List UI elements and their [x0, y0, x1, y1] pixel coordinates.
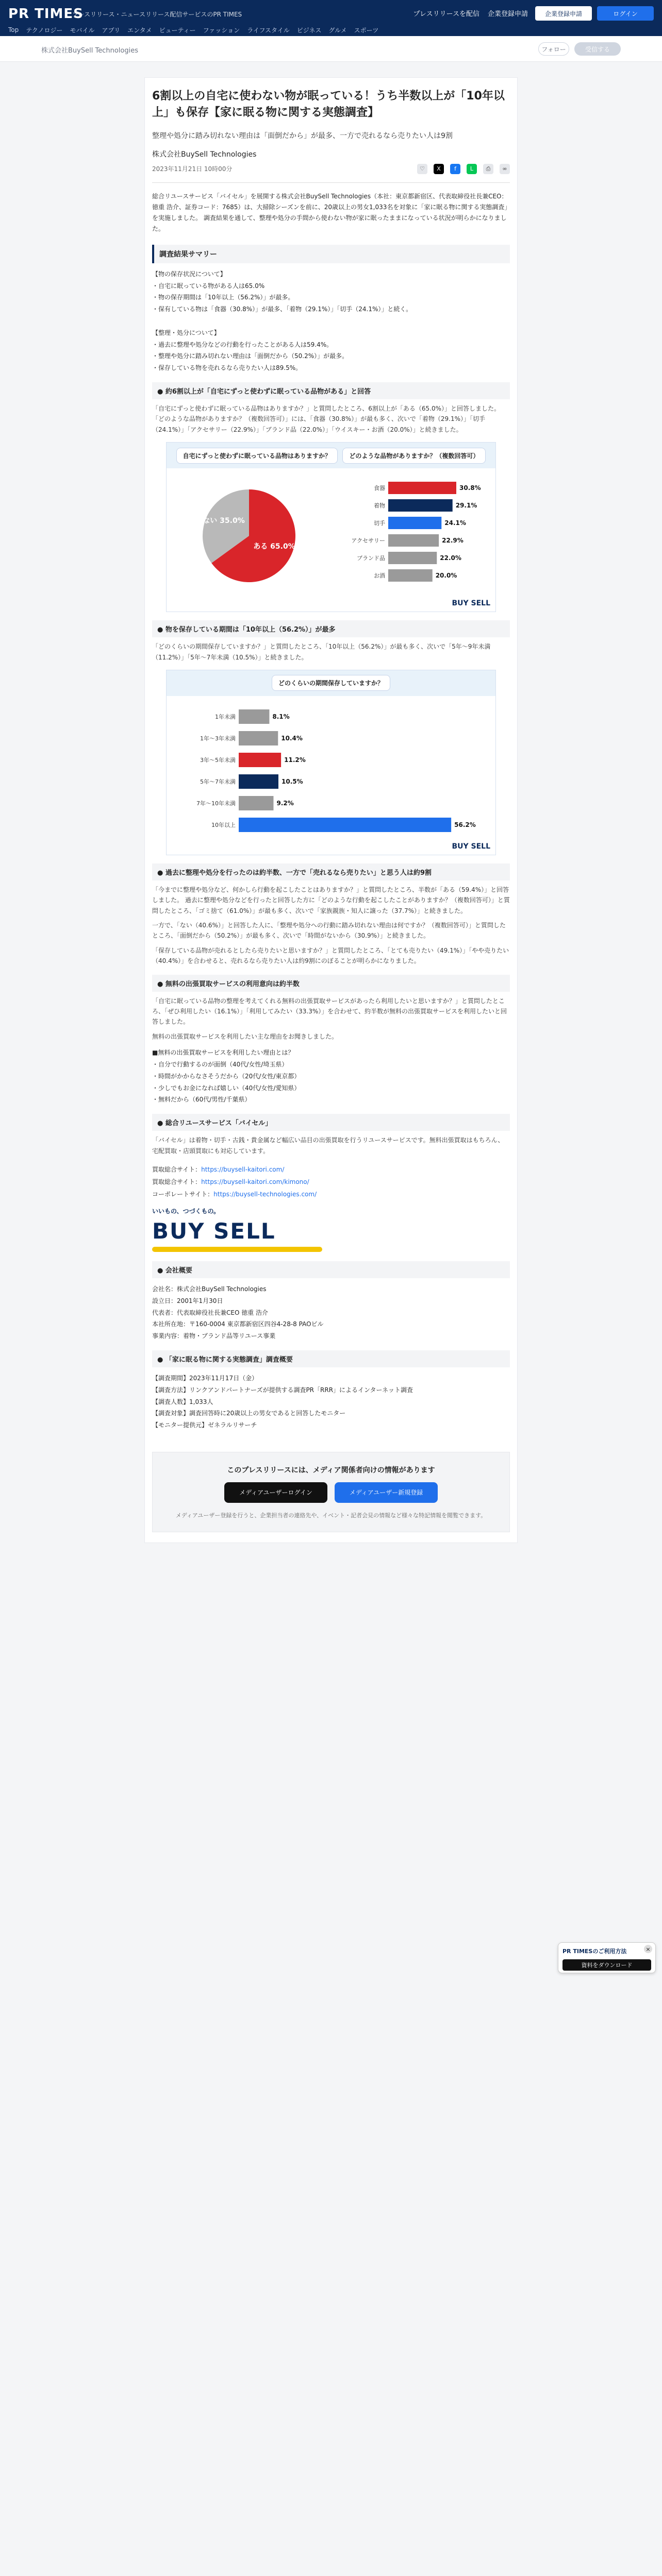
buysell-logo-small: BUY SELL [452, 599, 490, 608]
bar-chart [167, 699, 496, 854]
link[interactable]: https://buysell-kaitori.com/kimono/ [201, 1178, 309, 1185]
category-link[interactable]: ライフスタイル [247, 26, 290, 34]
survey-line: 【調査期間】2023年11月17日（金） [152, 1374, 258, 1382]
summary-subtitle: 【整理・処分について】 [152, 329, 220, 336]
bar-value-label: 10.4% [281, 734, 303, 742]
reasons-list [152, 1047, 510, 1106]
company-bar [0, 36, 662, 62]
link[interactable]: https://buysell-technologies.com/ [213, 1190, 317, 1198]
article-title: 6割以上の自宅に使わない物が眠っている！うち半数以上が「10年以上」も保存【家に眠る物に関する実態調査】 [152, 90, 505, 119]
links [152, 1163, 510, 1200]
survey-line: 【調査人数】1,033人 [152, 1398, 213, 1405]
section-paragraph: 一方で、「ない（40.6%）」と回答した人に、「整理や処分への行動に踏み切れない理由は何ですか？（複数回答可）」と質問したところ、「面倒だから（50.2%）」が最も多く、次いで「時間がないから（30.9%）」と続きました。 [152, 922, 506, 940]
print-icon[interactable]: ⎙ [483, 164, 493, 174]
floating-download-box [558, 1942, 656, 1973]
bar [239, 774, 278, 789]
bar-category-label: 食器 [374, 485, 385, 492]
section-title: ● 総合リユースサービス「バイセル」 [152, 1114, 510, 1131]
summary-point: ・保有している物は「食器（30.8%）」が最多、「着物（29.1%）」「切手（24.1%）」と続く。 [152, 306, 412, 313]
float-title: PR TIMESのご利用方法 [562, 1948, 627, 1955]
bar-value-label: 24.1% [444, 519, 466, 527]
section-title: ● 「家に眠る物に関する実態調査」調査概要 [152, 1350, 510, 1367]
media-cta [152, 1452, 510, 1532]
pie-chart [167, 471, 332, 605]
bar [239, 731, 278, 745]
bar-value-label: 8.1% [272, 713, 290, 720]
category-link[interactable]: グルメ [328, 26, 347, 34]
bar [239, 709, 269, 724]
bar [239, 796, 273, 810]
bar-value-label: 29.1% [455, 502, 477, 510]
logo-text: BUY SELL [152, 1218, 276, 1244]
bar-category-label: 着物 [374, 502, 385, 510]
article-company[interactable]: 株式会社BuySell Technologies [152, 150, 257, 159]
bar [388, 517, 441, 529]
category-link[interactable]: ビジネス [296, 26, 322, 34]
close-icon[interactable]: × [644, 1945, 652, 1953]
buysell-logo [152, 1207, 322, 1253]
bar [388, 569, 433, 582]
section-paragraph: 「バイセル」は着物・切手・古銭・貴金属など幅広い品目の出張買取を行うリユースサービスです。無料出張買取はもちろん、宅配買取・店頭買取にも対応しています。 [152, 1137, 504, 1155]
article-lead: 整理や処分に踏み切れない理由は「面倒だから」が最多、一方で売れるなら売りたい人は9割 [152, 131, 453, 140]
survey-line: 【モニター提供元】ゼネラルリサーチ [152, 1421, 257, 1429]
category-link[interactable]: Top [8, 26, 19, 33]
topbar [0, 0, 662, 36]
link-label: 買取総合サイト： [152, 1165, 202, 1173]
bar-category-label: 10年以上 [211, 821, 236, 828]
article-summary: 総合リユースサービス「バイセル」を展開する株式会社BuySell Technologies（本社：東京都新宿区、代表取締役社長兼CEO：徳重 浩介、証券コード：7685）は、大掃除シーズンを前に、20歳以上の男女1,033名を対象に「家に眠る物に関する実態調査」を実施しました。 調査結果を通して、整理や処分の手間から使わない物が家に眠ったままになっている状況が明らかになりました。 [152, 192, 508, 232]
bar-value-label: 20.0% [435, 572, 457, 580]
link-label: コーポレートサイト： [152, 1190, 214, 1198]
bar-category-label: 切手 [374, 520, 385, 527]
bar [388, 499, 453, 512]
cta-title: このプレスリリースには、メディア関係者向けの情報があります [227, 1466, 435, 1475]
category-link[interactable]: ファッション [203, 26, 240, 34]
bar-category-label: アクセサリー [351, 537, 385, 545]
section-title: ● 物を保存している期間は「10年以上（56.2%）」が最多 [152, 620, 510, 637]
chart-header [167, 670, 495, 696]
link[interactable]: https://buysell-kaitori.com/ [201, 1165, 285, 1173]
bar-value-label: 10.5% [282, 777, 303, 785]
category-link[interactable]: ビューティー [159, 26, 196, 34]
company-info-line: 会社名：株式会社BuySell Technologies [152, 1285, 267, 1293]
media-login-button[interactable]: メディアユーザーログイン [224, 1482, 327, 1503]
bar-chart [332, 471, 496, 608]
reason-item: ・自分で行動するのが面倒（40代/女性/埼玉県） [152, 1061, 288, 1068]
bar [388, 482, 456, 494]
bar-category-label: ブランド品 [357, 555, 385, 562]
bar-value-label: 11.2% [284, 756, 306, 764]
company-info-line: 設立日：2001年1月30日 [152, 1297, 223, 1304]
chart-card-1 [166, 442, 496, 612]
summary-point: ・過去に整理や処分などの行動を行ったことがある人は59.4%。 [152, 341, 333, 348]
x-share-icon[interactable]: X [434, 164, 444, 174]
bar-value-label: 9.2% [276, 799, 294, 807]
bar-category-label: お酒 [374, 572, 385, 580]
reasons-title: ■無料の出張買取サービスを利用したい理由とは？ [152, 1049, 294, 1057]
cta-note: メディアユーザー登録を行うと、企業担当者の連絡先や、イベント・記者会見の情報など様々な特記情報を閲覧できます。 [175, 1512, 487, 1519]
login-button[interactable]: ログイン [597, 6, 654, 21]
section-title: ● 会社概要 [152, 1261, 510, 1278]
divider [152, 182, 510, 183]
bar-category-label: 5年〜7年未満 [200, 778, 236, 785]
summary-point: ・整理や処分に踏み切れない理由は「面倒だから（50.2%）」が最多。 [152, 352, 349, 360]
bar-value-label: 22.0% [440, 554, 461, 562]
media-register-button[interactable]: メディアユーザー新規登録 [335, 1482, 438, 1503]
survey-info [152, 1372, 510, 1431]
category-link[interactable]: モバイル [70, 26, 95, 34]
summary-point: ・保存している物を売れるなら売りたい人は89.5%。 [152, 364, 302, 372]
bar [239, 818, 451, 832]
logo-tagline: いいもの、つづくもの。 [152, 1207, 220, 1215]
survey-line: 【調査対象】調査回答時に20歳以上の男女であると回答したモニター [152, 1410, 346, 1417]
bar [388, 552, 437, 564]
summary-point: ・自宅に眠っている物がある人は65.0% [152, 282, 265, 290]
section-paragraph: 「保存している品物が売れるとしたら売りたいと思いますか？」と質問したところ、「とても売りたい（49.1%）」「やや売りたい（40.4%）」を合わせると、売れるなら売りたい人は約9割にのぼることが明らかになりました。 [152, 946, 509, 965]
section-title: ● 過去に整理や処分を行ったのは約半数、一方で「売れるなら売りたい」と思う人は約9割 [152, 863, 510, 880]
register-button[interactable]: 企業登録申請 [535, 6, 592, 21]
company-info-line: 本社所在地：〒160-0004 東京都新宿区四谷4-28-8 PAOビル [152, 1320, 324, 1328]
top-link[interactable]: 企業登録申請 [487, 10, 528, 18]
pie-label: ある 65.0% [253, 543, 295, 551]
brand-sub: プレスリリース・ニュースリリース配信サービスのPR TIMES [72, 11, 242, 18]
top-links [413, 8, 528, 18]
chart-header [167, 443, 495, 468]
chart-card-2 [166, 670, 496, 855]
section-paragraph: 「自宅に眠っている品物の整理を考えてくれる無料の出張買取サービスがあったら利用したいと思いますか？」と質問したところ、「ぜひ利用したい（16.1%）」「利用してみたい（33.3%）」を合わせて、約半数が無料の出張買取サービスを利用したいと回答しました。 [152, 997, 507, 1026]
top-link[interactable]: プレスリリースを配信 [413, 10, 479, 18]
section-paragraph: 「自宅にずっと使わずに眠っている品物はありますか？」と質問したところ、6割以上が「ある（65.0%）」と回答しました。 「どのような品物がありますか？（複数回答可）」には、「食器（30.8%）」が最も多く、次いで「着物（29.1%）」「切手（24.1%）」「アクセサリー（22.9%）」「ブランド品（22.0%）」「ウイスキー・お酒（20.0%）」と続きました。 [152, 404, 501, 433]
bar-value-label: 30.8% [459, 484, 481, 492]
pie-label: ない 35.0% [203, 517, 245, 526]
download-button[interactable]: 資料をダウンロード [562, 1959, 651, 1971]
category-link[interactable]: スポーツ [354, 26, 379, 34]
bar-category-label: 3年〜5年未満 [200, 756, 236, 764]
bar-category-label: 1年〜3年未満 [200, 735, 236, 742]
link-label: 買取総合サイト： [152, 1178, 202, 1185]
summary-title: 調査結果サマリー [152, 245, 510, 263]
summary-subtitle: 【物の保存状況について】 [152, 270, 226, 278]
section-paragraph: 「今までに整理や処分など、何かしら行動を起こしたことはありますか？」と質問したところ、半数が「ある（59.4%）」と回答しました。 過去に整理や処分などを行ったと回答した方に「どのような行動を起こしたことがありますか？（複数回答可）」と質問したところ、「ゴミ捨て（61.0%）」が最も多く、次いで「家族親族・知人に譲った（37.7%）」と続きました。 [152, 886, 510, 914]
subscribe-button[interactable]: 受信する [574, 42, 621, 56]
company-info-line: 事業内容：着物・ブランド品等リユース事業 [152, 1332, 276, 1340]
bar-value-label: 56.2% [454, 821, 476, 828]
chart-question: どのような品物がありますか？（複数回答可） [342, 448, 486, 464]
summary-block-1 [152, 268, 510, 374]
reason-item: ・時間がかからなさそうだから（20代/女性/東京都） [152, 1072, 301, 1080]
cta-buttons [165, 1482, 497, 1503]
category-link[interactable]: アプリ [102, 26, 121, 34]
category-link[interactable]: エンタメ [127, 26, 152, 34]
summary-point: ・物の保存期間は「10年以上（56.2%）」が最多。 [152, 294, 294, 301]
line-share-icon[interactable]: L [467, 164, 477, 174]
article [144, 77, 518, 1543]
follow-button[interactable]: フォロー [538, 42, 569, 56]
section-paragraph: 無料の出張買取サービスを利用したい主な理由をお聞きしました。 [152, 1032, 338, 1040]
bar-category-label: 1年未満 [215, 713, 236, 720]
bar-category-label: 7年〜10年未満 [196, 800, 236, 807]
logo-underline [152, 1247, 322, 1252]
buysell-logo-small: BUY SELL [452, 842, 490, 851]
chart-question: 自宅にずっと使わずに眠っている品物はありますか？ [176, 448, 338, 464]
section-title: ● 約6割以上が「自宅にずっと使わずに眠っている品物がある」と回答 [152, 382, 510, 399]
category-link[interactable]: テクノロジー [26, 26, 63, 34]
chart-question: どのくらいの期間保存していますか？ [272, 675, 390, 691]
reason-item: ・少しでもお金になれば嬉しい（40代/女性/愛知県） [152, 1084, 301, 1092]
brand-logo[interactable]: PR TIMES [8, 6, 84, 22]
section-paragraph: 「どのくらいの期間保存していますか？」と質問したところ、「10年以上（56.2%）」が最も多く、次いで「5年〜9年未満（11.2%）」「5年〜7年未満（10.5%）」と続きました。 [152, 643, 491, 661]
company-info-line: 代表者：代表取締役社長兼CEO 徳重 浩介 [152, 1309, 269, 1316]
reason-item: ・無料だから（60代/男性/千葉県） [152, 1096, 251, 1104]
link-icon[interactable]: ∞ [500, 164, 510, 174]
article-date: 2023年11月21日 10時00分 [152, 165, 233, 173]
section-title: ● 無料の出張買取サービスの利用意向は約半数 [152, 975, 510, 992]
category-nav [0, 24, 662, 36]
survey-line: 【調査方法】リンクアンドパートナーズが提供する調査PR「RRR」によるインターネット調査 [152, 1386, 413, 1394]
like-icon[interactable]: ♡ [417, 164, 427, 174]
company-info [152, 1283, 510, 1342]
bar [239, 753, 281, 767]
company-name[interactable]: 株式会社BuySell Technologies [41, 47, 138, 55]
bar-value-label: 22.9% [442, 537, 464, 545]
bar [388, 534, 439, 547]
facebook-share-icon[interactable]: f [450, 164, 460, 174]
